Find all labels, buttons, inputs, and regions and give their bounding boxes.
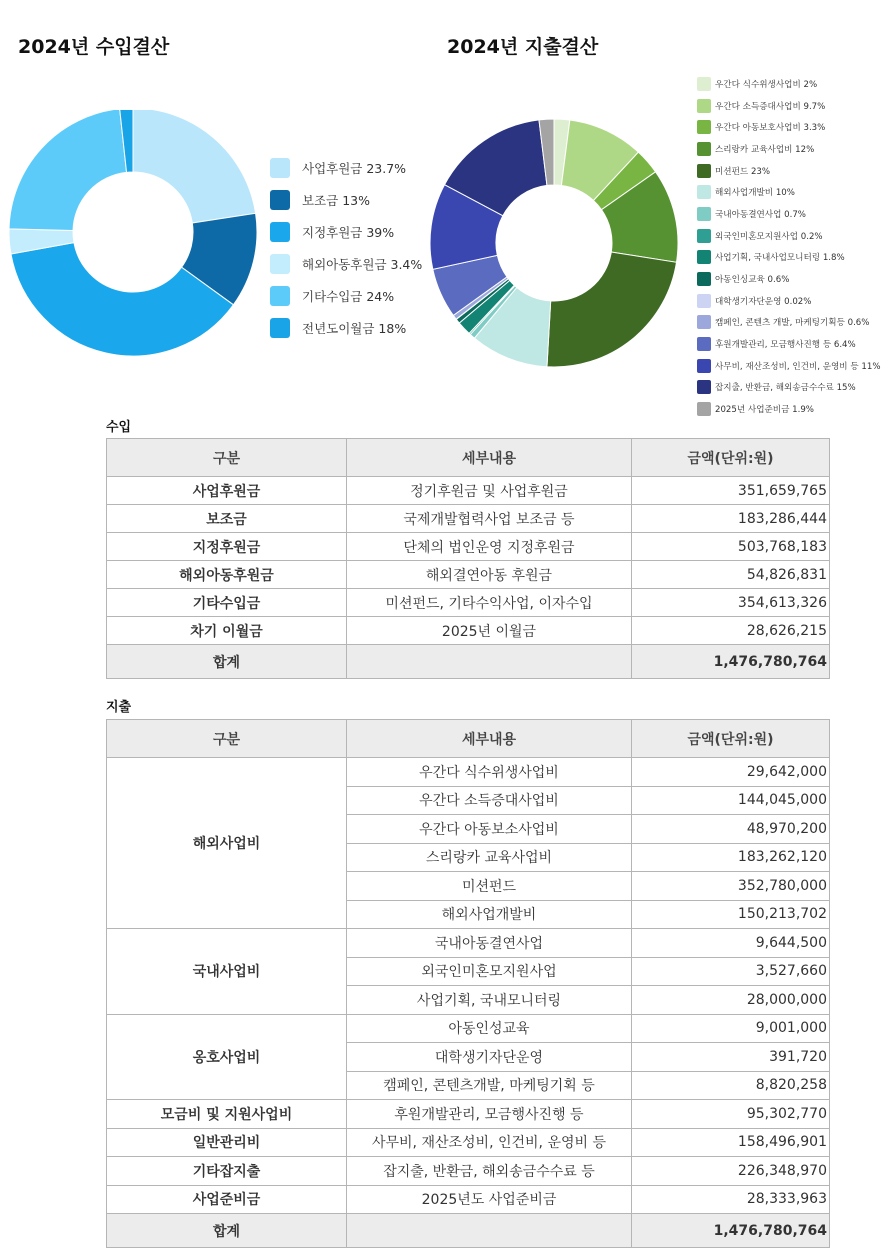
legend-label: 잡지출, 반환금, 해외송금수수료 15%: [715, 383, 856, 394]
legend-item: [697, 312, 880, 334]
detail-cell: 아동인성교육: [347, 1014, 632, 1043]
category-cell: 일반관리비: [107, 1128, 347, 1157]
amount-cell: 28,333,963: [632, 1185, 830, 1214]
slice-5: [547, 252, 677, 367]
category-cell: 사업후원금: [107, 477, 347, 505]
category-cell: 사업준비금: [107, 1185, 347, 1214]
legend-label: 캠페인, 콘텐츠 개발, 마케팅기획등 0.6%: [715, 318, 870, 329]
column-header-detail: 세부내용: [347, 439, 632, 477]
legend-swatch: [697, 315, 711, 329]
detail-cell: 사업기획, 국내모니터링: [347, 986, 632, 1015]
expense-chart-title: 2024년 지출결산: [447, 36, 599, 58]
legend-item: [697, 290, 880, 312]
amount-cell: 503,768,183: [632, 533, 830, 561]
table-row: [107, 1157, 830, 1186]
legend-label: 2025년 사업준비금 1.9%: [715, 405, 814, 416]
legend-label: 사업기획, 국내사업모니터링 1.8%: [715, 253, 845, 264]
expense-table-header: [107, 720, 830, 758]
empty-cell: [347, 1214, 632, 1248]
legend-item: [697, 398, 880, 420]
legend-item: [697, 203, 880, 225]
category-cell: 해외사업비: [107, 758, 347, 929]
legend-label: 우간다 아동보호사업비 3.3%: [715, 123, 826, 134]
legend-item: [697, 95, 880, 117]
income-legend: [270, 152, 422, 344]
legend-label: 해외사업개발비 10%: [715, 188, 795, 199]
category-cell: 기타잡지출: [107, 1157, 347, 1186]
table-row: [107, 505, 830, 533]
legend-label: 우간다 식수위생사업비 2%: [715, 79, 818, 90]
legend-item: [270, 216, 422, 248]
total-row: [107, 645, 830, 679]
detail-cell: 사무비, 재산조성비, 인건비, 운영비 등: [347, 1128, 632, 1157]
amount-cell: 352,780,000: [632, 872, 830, 901]
amount-cell: 144,045,000: [632, 786, 830, 815]
total-row: [107, 1214, 830, 1248]
legend-swatch: [697, 229, 711, 243]
category-cell: 옹호사업비: [107, 1014, 347, 1100]
table-row: [107, 1014, 830, 1043]
legend-label: 미션펀드 23%: [715, 166, 771, 177]
income-donut-chart: [0, 110, 266, 376]
legend-swatch: [697, 337, 711, 351]
amount-cell: 29,642,000: [632, 758, 830, 787]
expense-legend: [697, 73, 880, 420]
table-row: [107, 1128, 830, 1157]
legend-swatch: [697, 142, 711, 156]
total-label: 합계: [107, 645, 347, 679]
legend-label: 아동인싱교육 0.6%: [715, 275, 790, 286]
legend-item: [697, 355, 880, 377]
legend-item: [270, 280, 422, 312]
legend-item: [270, 248, 422, 280]
legend-swatch: [270, 222, 290, 242]
slice-1: [133, 110, 256, 223]
detail-cell: 외국인미혼모지원사업: [347, 957, 632, 986]
legend-swatch: [697, 250, 711, 264]
legend-swatch: [270, 190, 290, 210]
table-row: [107, 1185, 830, 1214]
legend-item: [270, 152, 422, 184]
legend-swatch: [270, 286, 290, 306]
legend-label: 우간다 소득증대사업비 9.7%: [715, 101, 826, 112]
legend-swatch: [697, 77, 711, 91]
amount-cell: 150,213,702: [632, 900, 830, 929]
table-row: [107, 589, 830, 617]
legend-swatch: [697, 380, 711, 394]
legend-item: [697, 268, 880, 290]
legend-item: [697, 333, 880, 355]
total-label: 합계: [107, 1214, 347, 1248]
amount-cell: 3,527,660: [632, 957, 830, 986]
table-row: [107, 758, 830, 787]
detail-cell: 미션펀드, 기타수익사업, 이자수입: [347, 589, 632, 617]
detail-cell: 해외사업개발비: [347, 900, 632, 929]
detail-cell: 후원개발관리, 모금행사진행 등: [347, 1100, 632, 1129]
amount-cell: 158,496,901: [632, 1128, 830, 1157]
detail-cell: 2025년 이월금: [347, 617, 632, 645]
legend-swatch: [270, 158, 290, 178]
legend-item: [697, 247, 880, 269]
table-row: [107, 617, 830, 645]
detail-cell: 해외결연아동 후원금: [347, 561, 632, 589]
expense-table-title: 지출: [106, 700, 132, 715]
legend-item: [697, 160, 880, 182]
category-cell: 기타수입금: [107, 589, 347, 617]
legend-label: 보조금 13%: [302, 193, 370, 208]
legend-item: [697, 73, 880, 95]
table-row: [107, 929, 830, 958]
legend-swatch: [697, 207, 711, 221]
legend-item: [270, 184, 422, 216]
legend-label: 지정후원금 39%: [302, 225, 395, 240]
legend-item: [697, 181, 880, 203]
total-amount: 1,476,780,764: [632, 645, 830, 679]
amount-cell: 28,000,000: [632, 986, 830, 1015]
category-cell: 모금비 및 지원사업비: [107, 1100, 347, 1129]
total-amount: 1,476,780,764: [632, 1214, 830, 1248]
legend-label: 대학생기자단운영 0.02%: [715, 296, 812, 307]
amount-cell: 28,626,215: [632, 617, 830, 645]
column-header-amount: 금액(단위:원): [632, 439, 830, 477]
table-row: [107, 533, 830, 561]
category-cell: 국내사업비: [107, 929, 347, 1015]
amount-cell: 48,970,200: [632, 815, 830, 844]
detail-cell: 우간다 소득증대사업비: [347, 786, 632, 815]
amount-cell: 9,644,500: [632, 929, 830, 958]
category-cell: 보조금: [107, 505, 347, 533]
amount-cell: 351,659,765: [632, 477, 830, 505]
legend-label: 외국인미혼모지원사업 0.2%: [715, 231, 823, 242]
category-cell: 지정후원금: [107, 533, 347, 561]
amount-cell: 183,262,120: [632, 843, 830, 872]
column-header-amount: 금액(단위:원): [632, 720, 830, 758]
detail-cell: 스리랑카 교육사업비: [347, 843, 632, 872]
legend-label: 국내아동결연사업 0.7%: [715, 209, 806, 220]
column-header-detail: 세부내용: [347, 720, 632, 758]
amount-cell: 95,302,770: [632, 1100, 830, 1129]
income-table: [106, 438, 830, 679]
amount-cell: 391,720: [632, 1043, 830, 1072]
expense-table: [106, 719, 830, 1248]
column-header-category: 구분: [107, 439, 347, 477]
detail-cell: 캠페인, 콘텐츠개발, 마케팅기획 등: [347, 1071, 632, 1100]
detail-cell: 정기후원금 및 사업후원금: [347, 477, 632, 505]
empty-cell: [347, 645, 632, 679]
legend-item: [697, 377, 880, 399]
expense-donut-chart: [424, 112, 690, 378]
legend-label: 사무비, 재산조성비, 인건비, 운영비 등 11%: [715, 361, 881, 372]
legend-swatch: [697, 99, 711, 113]
legend-swatch: [697, 294, 711, 308]
slice-5: [9, 110, 127, 230]
detail-cell: 우간다 식수위생사업비: [347, 758, 632, 787]
category-cell: 차기 이월금: [107, 617, 347, 645]
legend-swatch: [697, 164, 711, 178]
amount-cell: 183,286,444: [632, 505, 830, 533]
amount-cell: 8,820,258: [632, 1071, 830, 1100]
detail-cell: 대학생기자단운영: [347, 1043, 632, 1072]
legend-label: 후원개발관리, 모금행사진행 등 6.4%: [715, 340, 856, 351]
amount-cell: 9,001,000: [632, 1014, 830, 1043]
detail-cell: 단체의 법인운영 지정후원금: [347, 533, 632, 561]
legend-label: 사업후원금 23.7%: [302, 161, 407, 176]
legend-label: 기타수입금 24%: [302, 289, 395, 304]
legend-swatch: [270, 318, 290, 338]
amount-cell: 54,826,831: [632, 561, 830, 589]
table-row: [107, 561, 830, 589]
legend-item: [697, 116, 880, 138]
legend-swatch: [270, 254, 290, 274]
legend-swatch: [697, 359, 711, 373]
detail-cell: 국제개발협력사업 보조금 등: [347, 505, 632, 533]
legend-label: 해외아동후원금 3.4%: [302, 257, 423, 272]
income-table-title: 수입: [106, 420, 132, 435]
legend-swatch: [697, 185, 711, 199]
table-row: [107, 1100, 830, 1129]
column-header-category: 구분: [107, 720, 347, 758]
table-row: [107, 477, 830, 505]
amount-cell: 354,613,326: [632, 589, 830, 617]
legend-item: [697, 138, 880, 160]
legend-swatch: [697, 272, 711, 286]
amount-cell: 226,348,970: [632, 1157, 830, 1186]
detail-cell: 2025년도 사업준비금: [347, 1185, 632, 1214]
legend-item: [270, 312, 422, 344]
legend-item: [697, 225, 880, 247]
detail-cell: 미션펀드: [347, 872, 632, 901]
detail-cell: 국내아동결연사업: [347, 929, 632, 958]
detail-cell: 잡지출, 반환금, 해외송금수수료 등: [347, 1157, 632, 1186]
legend-label: 스리랑카 교육사업비 12%: [715, 144, 815, 155]
legend-swatch: [697, 120, 711, 134]
income-table-header: [107, 439, 830, 477]
legend-swatch: [697, 402, 711, 416]
income-chart-title: 2024년 수입결산: [18, 36, 170, 58]
detail-cell: 우간다 아동보소사업비: [347, 815, 632, 844]
category-cell: 해외아동후원금: [107, 561, 347, 589]
legend-label: 전년도이월금 18%: [302, 321, 407, 336]
